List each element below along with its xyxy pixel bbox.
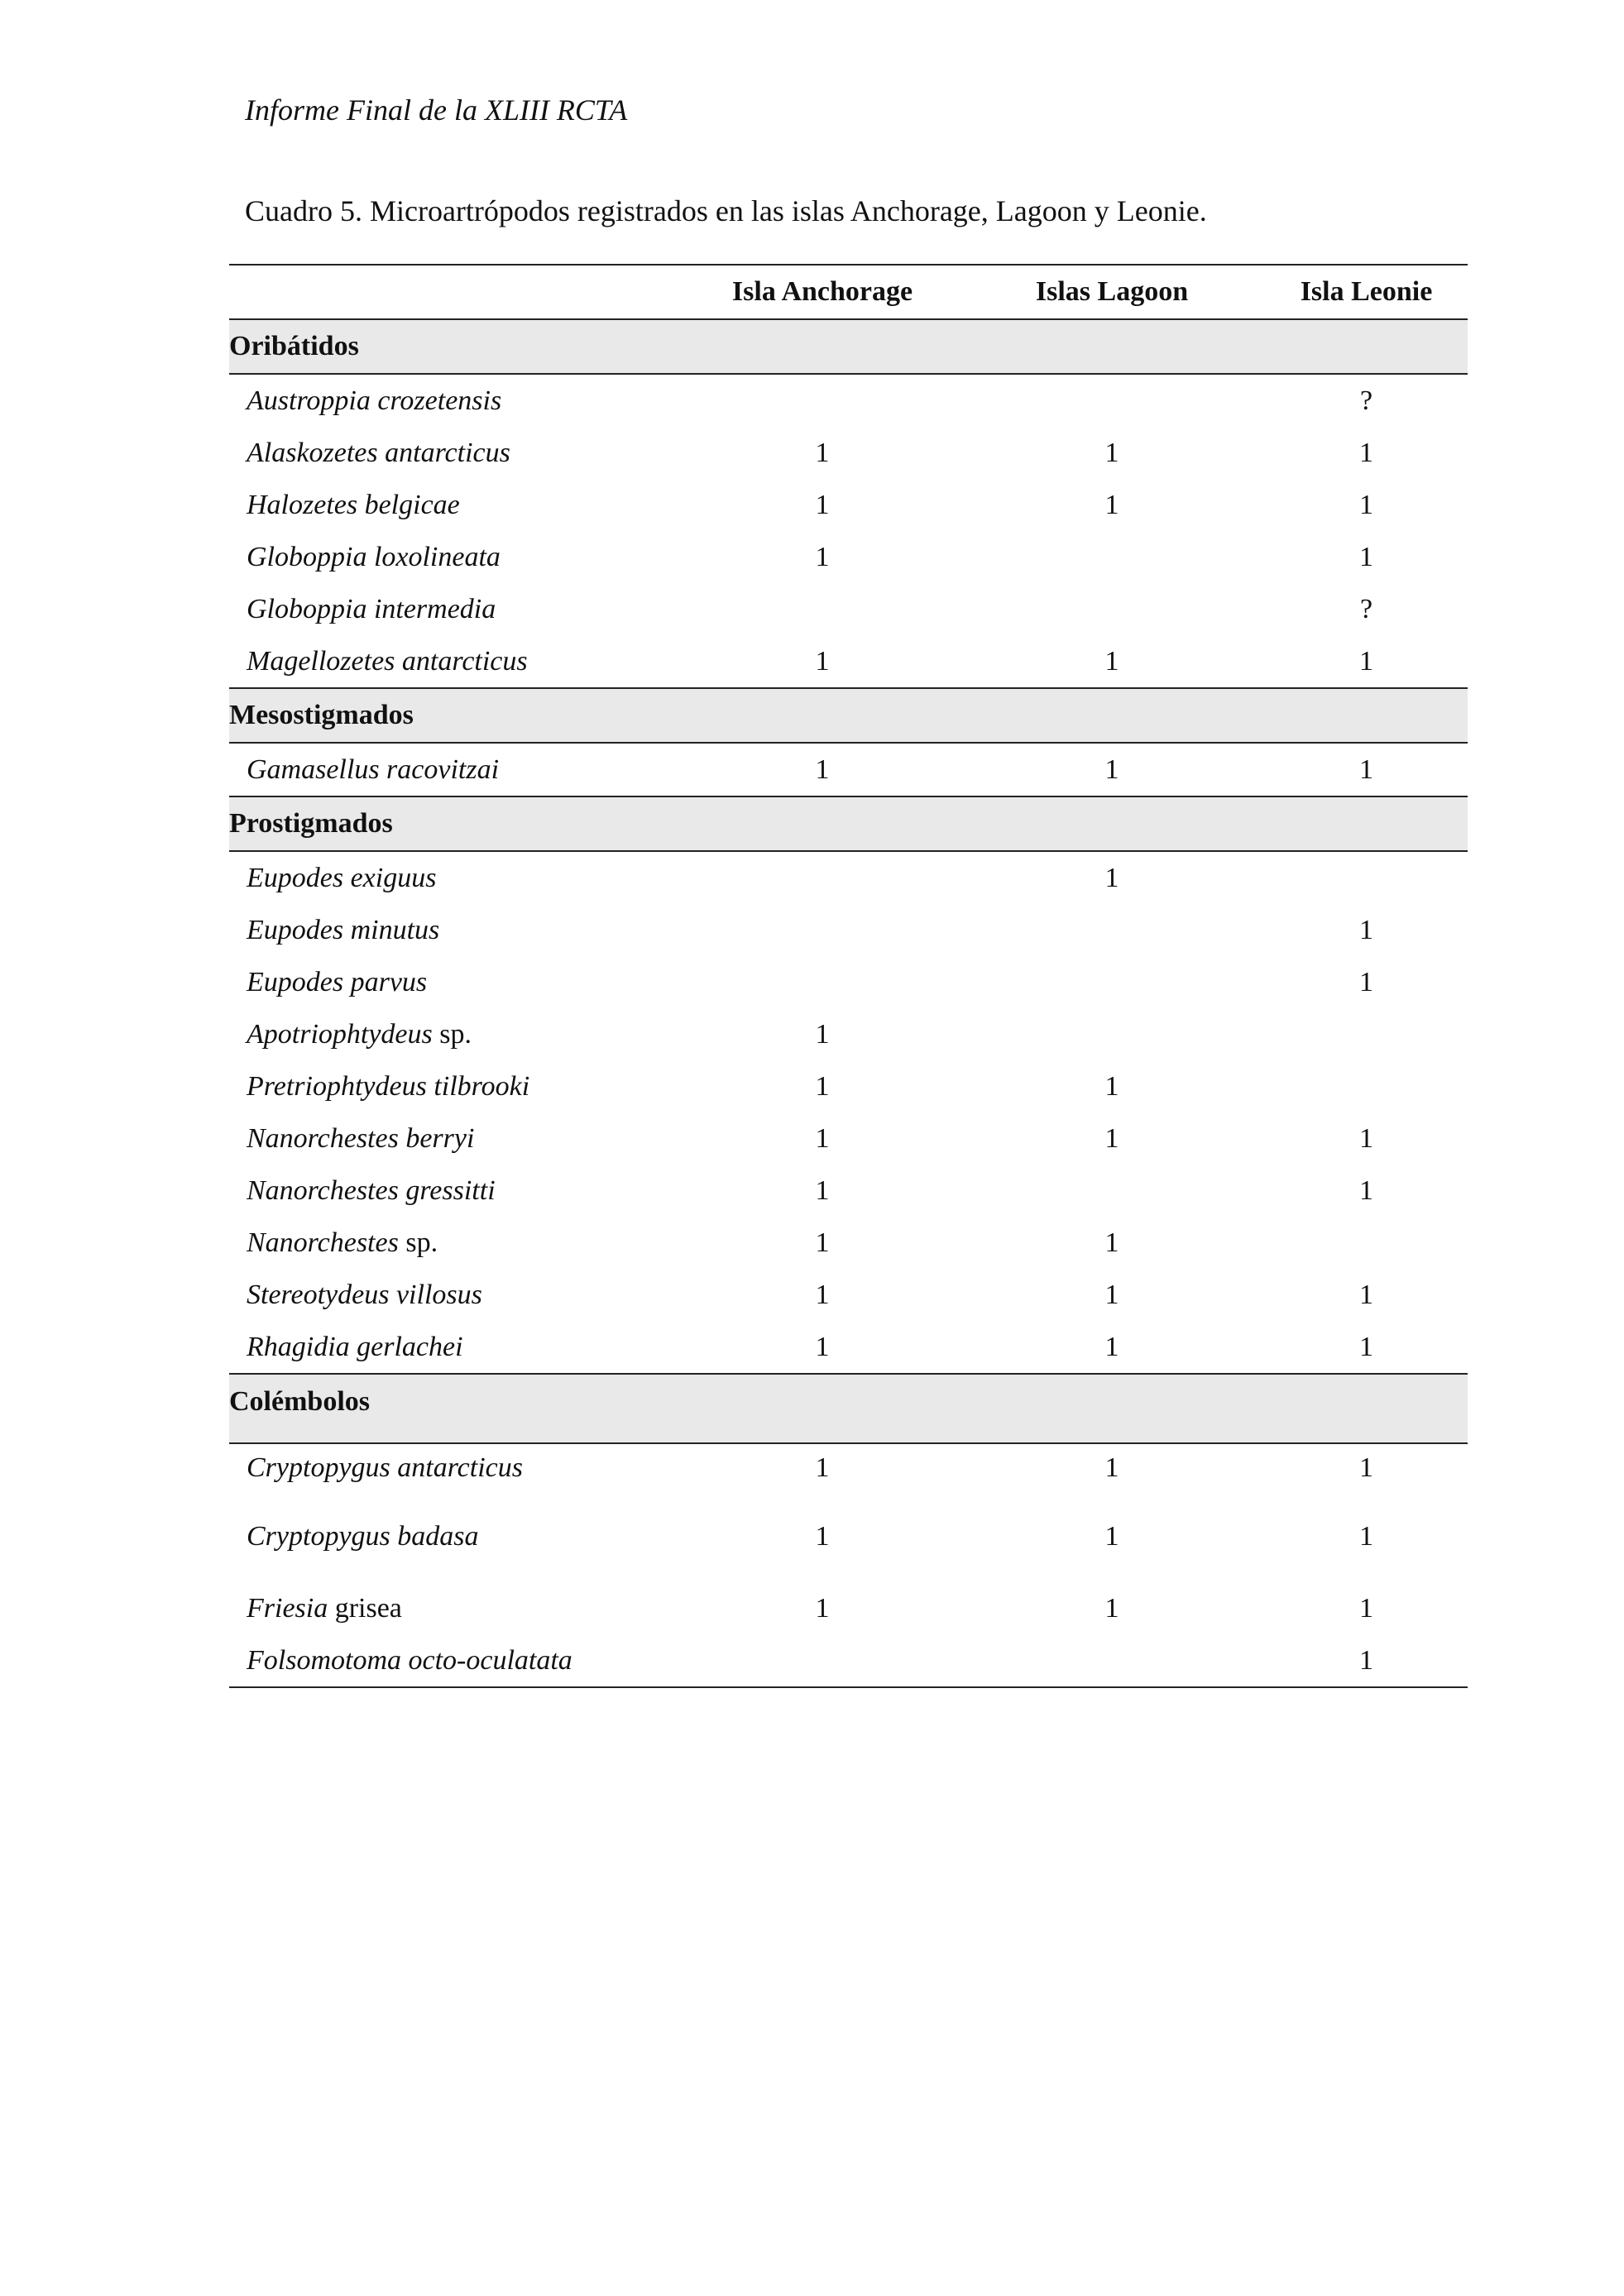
table-row xyxy=(229,1217,1468,1269)
species-name-italic: Globoppia loxolineata xyxy=(247,541,501,572)
species-name-italic: Globoppia intermedia xyxy=(247,593,496,624)
presence-cell: 1 xyxy=(815,1279,830,1310)
species-name-italic: Apotriophtydeus xyxy=(247,1018,433,1050)
species-name-suffix: grisea xyxy=(328,1592,402,1624)
species-name-cell xyxy=(229,1443,686,1513)
presence-cell: 1 xyxy=(1359,1279,1373,1310)
presence-cell: 1 xyxy=(1359,489,1373,520)
species-name-italic: Nanorchestes berryi xyxy=(247,1122,475,1154)
presence-cell: 1 xyxy=(815,1227,830,1258)
presence-cell xyxy=(686,904,959,956)
table-row xyxy=(229,1513,1468,1582)
species-name-italic: Eupodes parvus xyxy=(247,966,428,997)
species-name-italic: Friesia xyxy=(247,1592,328,1624)
table-header-row xyxy=(229,265,1468,319)
table-row xyxy=(229,1321,1468,1374)
group-row xyxy=(229,688,1468,743)
species-name-italic: Rhagidia gerlachei xyxy=(247,1331,463,1362)
presence-cell: 1 xyxy=(1104,1279,1119,1310)
presence-cell: 1 xyxy=(815,1331,830,1362)
presence-cell: 1 xyxy=(815,489,830,520)
species-name-italic: Pretriophtydeus tilbrooki xyxy=(247,1070,530,1102)
table-row xyxy=(229,851,1468,904)
group-row xyxy=(229,796,1468,851)
group-label: Oribátidos xyxy=(229,319,1468,374)
presence-cell xyxy=(686,1634,959,1687)
presence-cell: 1 xyxy=(815,437,830,468)
presence-cell xyxy=(686,956,959,1008)
species-name-italic: Halozetes belgicae xyxy=(247,489,460,520)
column-header xyxy=(229,265,686,319)
species-name-italic: Nanorchestes xyxy=(247,1227,399,1258)
presence-cell: 1 xyxy=(1359,1122,1373,1154)
presence-cell xyxy=(959,1634,1265,1687)
presence-cell: 1 xyxy=(1359,1174,1373,1206)
presence-cell: ? xyxy=(1359,385,1373,416)
presence-cell: 1 xyxy=(815,541,830,572)
presence-cell: 1 xyxy=(815,1452,830,1483)
presence-cell: 1 xyxy=(815,1521,830,1552)
table-row xyxy=(229,427,1468,479)
table-row xyxy=(229,479,1468,531)
presence-cell xyxy=(959,904,1265,956)
species-name-italic: Gamasellus racovitzai xyxy=(247,753,500,785)
species-name-italic: Cryptopygus antarcticus xyxy=(247,1452,523,1483)
species-name-cell xyxy=(229,851,686,904)
presence-cell: 1 xyxy=(815,1592,830,1624)
table-row xyxy=(229,1060,1468,1112)
table-row xyxy=(229,531,1468,583)
species-name-cell xyxy=(229,1165,686,1217)
presence-cell: 1 xyxy=(1359,914,1373,945)
species-name-cell xyxy=(229,531,686,583)
column-header: Islas Lagoon xyxy=(959,265,1265,319)
species-name-suffix: sp. xyxy=(398,1227,438,1258)
presence-cell: 1 xyxy=(815,1018,830,1050)
presence-cell: 1 xyxy=(1104,1592,1119,1624)
column-header: Isla Leonie xyxy=(1265,265,1468,319)
presence-cell: 1 xyxy=(1104,1227,1119,1258)
group-row xyxy=(229,1374,1468,1443)
table-row xyxy=(229,1112,1468,1165)
presence-cell xyxy=(686,851,959,904)
species-name-italic: Nanorchestes gressitti xyxy=(247,1174,496,1206)
running-header: Informe Final de la XLIII RCTA xyxy=(245,93,628,127)
presence-cell: 1 xyxy=(1359,1331,1373,1362)
species-name-cell xyxy=(229,1582,686,1634)
presence-cell: 1 xyxy=(1359,1521,1373,1552)
group-label: Colémbolos xyxy=(229,1374,1468,1443)
species-name-cell xyxy=(229,479,686,531)
presence-cell xyxy=(1265,851,1468,904)
presence-cell: 1 xyxy=(815,753,830,785)
presence-cell: 1 xyxy=(1104,1331,1119,1362)
presence-cell: 1 xyxy=(815,1070,830,1102)
group-label: Prostigmados xyxy=(229,796,1468,851)
presence-cell: 1 xyxy=(1359,645,1373,677)
table-row xyxy=(229,1008,1468,1060)
group-row xyxy=(229,319,1468,374)
presence-cell: 1 xyxy=(1104,489,1119,520)
presence-cell xyxy=(959,583,1265,635)
presence-cell: 1 xyxy=(1359,753,1373,785)
species-name-cell xyxy=(229,1634,686,1687)
species-name-italic: Stereotydeus villosus xyxy=(247,1279,482,1310)
table-row xyxy=(229,904,1468,956)
group-label: Mesostigmados xyxy=(229,688,1468,743)
column-header: Isla Anchorage xyxy=(686,265,959,319)
table-row xyxy=(229,743,1468,796)
presence-cell xyxy=(959,1165,1265,1217)
species-name-cell xyxy=(229,1269,686,1321)
table-row xyxy=(229,1634,1468,1687)
presence-cell: 1 xyxy=(1265,1634,1468,1687)
species-name-italic: Folsomotoma octo-oculatata xyxy=(247,1644,572,1676)
table-row xyxy=(229,1443,1468,1513)
species-name-suffix: sp. xyxy=(432,1018,472,1050)
species-name-cell xyxy=(229,374,686,427)
species-name-italic: Eupodes exiguus xyxy=(247,862,437,893)
presence-cell: 1 xyxy=(1104,862,1119,893)
presence-cell: 1 xyxy=(1359,966,1373,997)
presence-cell xyxy=(959,374,1265,427)
species-name-cell xyxy=(229,635,686,688)
species-name-cell xyxy=(229,1008,686,1060)
presence-cell xyxy=(686,374,959,427)
table-row xyxy=(229,374,1468,427)
species-name-cell xyxy=(229,1513,686,1582)
presence-cell xyxy=(1265,1217,1468,1269)
species-name-cell xyxy=(229,1060,686,1112)
presence-cell xyxy=(959,1008,1265,1060)
presence-cell: 1 xyxy=(1104,1452,1119,1483)
presence-cell: 1 xyxy=(815,1174,830,1206)
presence-cell: 1 xyxy=(1359,1592,1373,1624)
species-table xyxy=(229,264,1468,1688)
presence-cell: 1 xyxy=(815,645,830,677)
presence-cell: 1 xyxy=(1359,437,1373,468)
species-name-cell xyxy=(229,427,686,479)
table-row xyxy=(229,1269,1468,1321)
species-name-italic: Alaskozetes antarcticus xyxy=(247,437,510,468)
presence-cell: 1 xyxy=(1359,1452,1373,1483)
species-name-italic: Cryptopygus badasa xyxy=(247,1521,479,1552)
species-name-cell xyxy=(229,1112,686,1165)
presence-cell xyxy=(1265,1060,1468,1112)
table-row xyxy=(229,583,1468,635)
table-row xyxy=(229,956,1468,1008)
species-name-italic: Magellozetes antarcticus xyxy=(247,645,528,677)
presence-cell: 1 xyxy=(815,1122,830,1154)
presence-cell: 1 xyxy=(1104,753,1119,785)
species-name-cell xyxy=(229,1321,686,1374)
species-name-cell xyxy=(229,743,686,796)
presence-cell: 1 xyxy=(1104,1122,1119,1154)
species-name-cell xyxy=(229,904,686,956)
presence-cell: 1 xyxy=(1359,541,1373,572)
presence-cell: 1 xyxy=(1104,645,1119,677)
species-name-italic: Austroppia crozetensis xyxy=(247,385,502,416)
table-caption: Cuadro 5. Microartrópodos registrados en las islas Anchorage, Lagoon y Leonie. xyxy=(245,194,1207,227)
species-name-italic: Eupodes minutus xyxy=(247,914,440,945)
presence-cell xyxy=(1265,1008,1468,1060)
presence-cell: ? xyxy=(1359,593,1373,624)
table-row xyxy=(229,1165,1468,1217)
table-row xyxy=(229,1582,1468,1634)
table-body xyxy=(229,319,1468,1687)
species-name-cell xyxy=(229,583,686,635)
presence-cell: 1 xyxy=(1104,1070,1119,1102)
presence-cell: 1 xyxy=(1104,437,1119,468)
presence-cell: 1 xyxy=(1104,1521,1119,1552)
table-row xyxy=(229,635,1468,688)
species-name-cell xyxy=(229,956,686,1008)
species-name-cell xyxy=(229,1217,686,1269)
presence-cell xyxy=(959,956,1265,1008)
presence-cell xyxy=(959,531,1265,583)
presence-cell xyxy=(686,583,959,635)
